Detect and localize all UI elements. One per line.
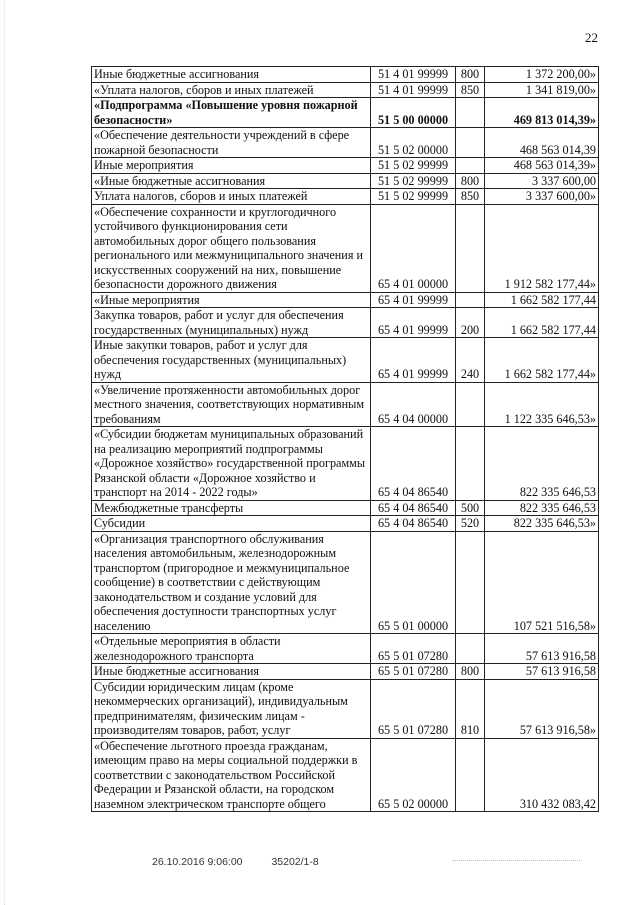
row-sum-cell: 57 613 916,58» (485, 679, 599, 738)
row-name-cell: Закупка товаров, работ и услуг для обеспечения государственных (муниципальных) нужд (92, 308, 371, 338)
row-sum-cell: 3 337 600,00 (485, 173, 599, 189)
row-name-cell: Иные бюджетные ассигнования (92, 664, 371, 680)
row-code-cell: 65 4 01 99999 (371, 292, 456, 308)
table-row (92, 173, 599, 189)
row-code-cell: 51 4 01 99999 (371, 82, 456, 98)
row-name-cell: Иные мероприятия (92, 158, 371, 174)
row-code-cell: 65 4 04 00000 (371, 382, 456, 427)
row-name-cell: Уплата налогов, сборов и иных платежей (92, 189, 371, 205)
row-name-cell: «Уплата налогов, сборов и иных платежей (92, 82, 371, 98)
row-vr-cell (456, 292, 485, 308)
row-name-cell: Иные бюджетные ассигнования (92, 67, 371, 83)
row-sum-cell: 468 563 014,39 (485, 128, 599, 158)
row-vr-cell: 800 (456, 67, 485, 83)
table-row (92, 67, 599, 83)
row-vr-cell (456, 158, 485, 174)
row-vr-cell (456, 204, 485, 292)
row-vr-cell (456, 128, 485, 158)
table-row (92, 516, 599, 532)
table-row (92, 82, 599, 98)
page-number: 22 (585, 30, 598, 45)
row-sum-cell: 1 122 335 646,53» (485, 382, 599, 427)
row-name-cell: «Обеспечение сохранности и круглогодичного устойчивого функционирования сети автомобильных дорог общего пользования регионального или межмуниципального значения и искусственных сооружений на них, повышение безопасности дорожного движения (92, 204, 371, 292)
table-row (92, 500, 599, 516)
row-code-cell: 65 5 02 00000 (371, 738, 456, 812)
row-sum-cell: 468 563 014,39» (485, 158, 599, 174)
row-name-cell: «Подпрограмма «Повышение уровня пожарной безопасности» (92, 98, 371, 128)
row-code-cell: 51 5 02 99999 (371, 189, 456, 205)
table-row (92, 634, 599, 664)
row-sum-cell: 469 813 014,39» (485, 98, 599, 128)
row-name-cell: «Организация транспортного обслуживания населения автомобильным, железнодорожным транспортом (пригородное и межмуниципальное сообщение) в соответствии с действующим законодательством и создание условий для обеспечения доступности транспортных услуг населению (92, 531, 371, 634)
row-code-cell: 51 5 02 99999 (371, 158, 456, 174)
table-row (92, 128, 599, 158)
table-row (92, 308, 599, 338)
row-vr-cell: 240 (456, 338, 485, 383)
scan-margin-line (4, 0, 6, 905)
row-sum-cell: 1 912 582 177,44» (485, 204, 599, 292)
row-code-cell: 65 4 04 86540 (371, 427, 456, 501)
budget-table-body (92, 67, 599, 812)
scan-artifact (452, 860, 582, 862)
row-vr-cell: 500 (456, 500, 485, 516)
row-vr-cell: 520 (456, 516, 485, 532)
row-sum-cell: 1 341 819,00» (485, 82, 599, 98)
row-vr-cell (456, 634, 485, 664)
row-code-cell: 65 5 01 07280 (371, 664, 456, 680)
row-code-cell: 65 5 01 00000 (371, 531, 456, 634)
row-sum-cell: 822 335 646,53» (485, 516, 599, 532)
table-row (92, 382, 599, 427)
row-vr-cell (456, 382, 485, 427)
table-row (92, 158, 599, 174)
row-sum-cell: 1 372 200,00» (485, 67, 599, 83)
row-name-cell: «Иные бюджетные ассигнования (92, 173, 371, 189)
row-name-cell: «Обеспечение льготного проезда гражданам, имеющим право на меры социальной поддержки в соответствии с законодательством Российской Федерации и Рязанской области, на городском наземном электрическом транспорте общего (92, 738, 371, 812)
row-sum-cell: 1 662 582 177,44 (485, 292, 599, 308)
row-code-cell: 65 4 01 00000 (371, 204, 456, 292)
table-row (92, 679, 599, 738)
table-row (92, 738, 599, 812)
row-vr-cell (456, 98, 485, 128)
row-code-cell: 65 4 01 99999 (371, 308, 456, 338)
table-row (92, 189, 599, 205)
row-vr-cell: 800 (456, 173, 485, 189)
row-code-cell: 51 4 01 99999 (371, 67, 456, 83)
row-code-cell: 65 4 04 86540 (371, 516, 456, 532)
row-vr-cell: 200 (456, 308, 485, 338)
row-vr-cell: 810 (456, 679, 485, 738)
row-code-cell: 51 5 02 99999 (371, 173, 456, 189)
row-sum-cell: 1 662 582 177,44» (485, 338, 599, 383)
row-name-cell: Межбюджетные трансферты (92, 500, 371, 516)
row-sum-cell: 57 613 916,58 (485, 664, 599, 680)
table-row (92, 531, 599, 634)
row-vr-cell (456, 738, 485, 812)
row-sum-cell: 822 335 646,53 (485, 427, 599, 501)
table-row (92, 338, 599, 383)
row-name-cell: Иные закупки товаров, работ и услуг для обеспечения государственных (муниципальных) нужд (92, 338, 371, 383)
row-vr-cell: 850 (456, 189, 485, 205)
table-row (92, 664, 599, 680)
row-code-cell: 65 5 01 07280 (371, 634, 456, 664)
row-name-cell: «Отдельные мероприятия в области железнодорожного транспорта (92, 634, 371, 664)
row-name-cell: «Увеличение протяженности автомобильных дорог местного значения, соответствующих нормативным требованиям (92, 382, 371, 427)
row-sum-cell: 107 521 516,58» (485, 531, 599, 634)
row-code-cell: 65 4 01 99999 (371, 338, 456, 383)
row-vr-cell: 800 (456, 664, 485, 680)
row-name-cell: «Иные мероприятия (92, 292, 371, 308)
row-name-cell: Субсидии (92, 516, 371, 532)
row-name-cell: «Обеспечение деятельности учреждений в сфере пожарной безопасности (92, 128, 371, 158)
row-sum-cell: 310 432 083,42 (485, 738, 599, 812)
row-code-cell: 51 5 00 00000 (371, 98, 456, 128)
row-vr-cell (456, 427, 485, 501)
row-sum-cell: 822 335 646,53 (485, 500, 599, 516)
footer-timestamp: 26.10.2016 9:06:00 (152, 856, 243, 868)
budget-table (91, 66, 599, 812)
row-sum-cell: 3 337 600,00» (485, 189, 599, 205)
row-sum-cell: 57 613 916,58 (485, 634, 599, 664)
table-row (92, 204, 599, 292)
footer (152, 856, 345, 868)
table-row (92, 292, 599, 308)
footer-doc-id: 35202/1-8 (271, 856, 319, 868)
row-code-cell: 65 5 01 07280 (371, 679, 456, 738)
table-row (92, 427, 599, 501)
table-row (92, 98, 599, 128)
row-code-cell: 51 5 02 00000 (371, 128, 456, 158)
row-sum-cell: 1 662 582 177,44 (485, 308, 599, 338)
row-code-cell: 65 4 04 86540 (371, 500, 456, 516)
row-vr-cell (456, 531, 485, 634)
row-name-cell: Субсидии юридическим лицам (кроме некоммерческих организаций), индивидуальным предпринимателям, физическим лицам - производителям товаров, работ, услуг (92, 679, 371, 738)
row-name-cell: «Субсидии бюджетам муниципальных образований на реализацию мероприятий подпрограммы «Дорожное хозяйство» государственной программы Рязанской области «Дорожное хозяйство и транспорт на 2014 - 2022 годы» (92, 427, 371, 501)
row-vr-cell: 850 (456, 82, 485, 98)
